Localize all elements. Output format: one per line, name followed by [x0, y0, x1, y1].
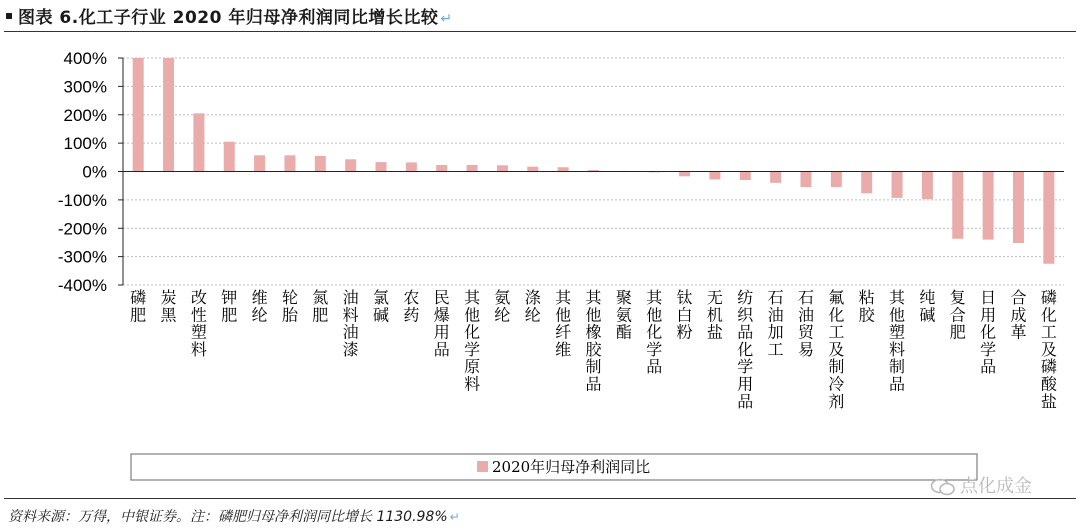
x-tick-label: 磷肥 [130, 288, 147, 325]
bar [558, 167, 569, 171]
bar [679, 172, 690, 177]
x-tick-label: 轮胎 [281, 288, 298, 325]
x-tick-label: 其他橡胶制品 [585, 288, 602, 394]
x-tick-label: 无机盐 [706, 288, 723, 342]
bar [497, 165, 508, 171]
x-tick-label: 其他化学品 [646, 288, 663, 377]
bar [1013, 172, 1024, 244]
x-tick-label: 其他化学原料 [464, 288, 481, 394]
bars [133, 58, 1055, 264]
x-tick-label: 油料油漆 [342, 288, 359, 359]
bar [133, 58, 144, 172]
bar [770, 172, 781, 183]
x-tick-label: 民爆用品 [433, 288, 450, 359]
y-tick-labels [58, 49, 107, 295]
y-tick-label: -100% [57, 190, 107, 210]
x-tick-label: 聚氨酯 [615, 288, 632, 342]
x-tick-label: 氮肥 [312, 288, 329, 325]
x-tick-label: 纯碱 [919, 288, 936, 325]
x-tick-label: 氨纶 [494, 288, 511, 325]
bar [861, 172, 872, 194]
x-tick-label: 钛白粉 [676, 288, 693, 342]
bar [376, 162, 387, 171]
bar [406, 162, 417, 171]
bar [892, 172, 903, 198]
x-tick-label: 纺织品化学用品 [737, 288, 754, 411]
figure-title-text: 图表 6.化工子行业 2020 年归母净利润同比增长比较 [18, 8, 439, 28]
y-tick-label: 200% [63, 105, 107, 125]
x-tick-label: 涤纶 [524, 288, 541, 325]
bar [800, 172, 811, 188]
bottom-rule [4, 498, 1076, 499]
source-text: 资料来源：万得，中银证券。注：磷肥归母净利润同比增长 1130.98% [8, 509, 448, 525]
bar [952, 172, 963, 239]
legend-label: 2020年归母净利润同比 [492, 458, 651, 476]
x-tick-label: 钾肥 [221, 288, 238, 325]
return-mark-icon: ↵ [449, 510, 460, 524]
x-tick-label: 改性塑料 [190, 288, 207, 359]
bar [983, 172, 994, 240]
x-tick-label: 日用化学品 [980, 288, 997, 377]
x-tick-label: 维纶 [251, 288, 268, 325]
bar [193, 113, 204, 171]
bar [284, 155, 295, 171]
x-tick-label: 复合肥 [949, 288, 966, 342]
x-tick-label: 粘胶 [858, 288, 875, 325]
bar [315, 156, 326, 172]
x-tick-label: 石油贸易 [797, 288, 814, 359]
legend [131, 454, 977, 480]
x-tick-label: 合成革 [1010, 288, 1027, 342]
y-tick-label: 300% [63, 77, 107, 97]
return-mark-icon: ↵ [440, 11, 453, 27]
x-tick-label: 其他塑料制品 [889, 288, 906, 394]
bar [254, 155, 265, 171]
axes [118, 58, 1064, 285]
y-tick-label: -200% [57, 219, 107, 239]
bar [527, 167, 538, 172]
legend-swatch [477, 461, 488, 472]
bar [1043, 172, 1054, 264]
bar [224, 142, 235, 172]
y-tick-label: -400% [57, 276, 107, 295]
bar [436, 165, 447, 172]
x-tick-label: 磷化工及磷酸盐 [1040, 288, 1057, 411]
bar [831, 172, 842, 188]
y-tick-label: 400% [63, 49, 107, 68]
bar [345, 159, 356, 171]
bar [709, 172, 720, 180]
wechat-icon [930, 477, 956, 497]
x-tick-label: 农药 [403, 288, 420, 325]
bar [922, 172, 933, 200]
x-tick-label: 炭黑 [160, 288, 177, 325]
watermark [930, 472, 1032, 498]
bar [740, 172, 751, 181]
bar [467, 165, 478, 172]
watermark-text: 点化成金 [960, 476, 1032, 497]
x-tick-label: 其他纤维 [555, 288, 572, 359]
y-tick-label: 100% [63, 134, 107, 154]
bar [163, 58, 174, 172]
source-note [8, 506, 460, 526]
y-tick-label: 0% [82, 162, 107, 182]
x-tick-label: 石油加工 [767, 288, 784, 359]
x-tick-label: 氯碱 [373, 288, 390, 325]
x-tick-labels [130, 288, 1058, 411]
y-tick-label: -300% [57, 247, 107, 267]
x-tick-label: 氟化工及制冷剂 [828, 288, 845, 411]
